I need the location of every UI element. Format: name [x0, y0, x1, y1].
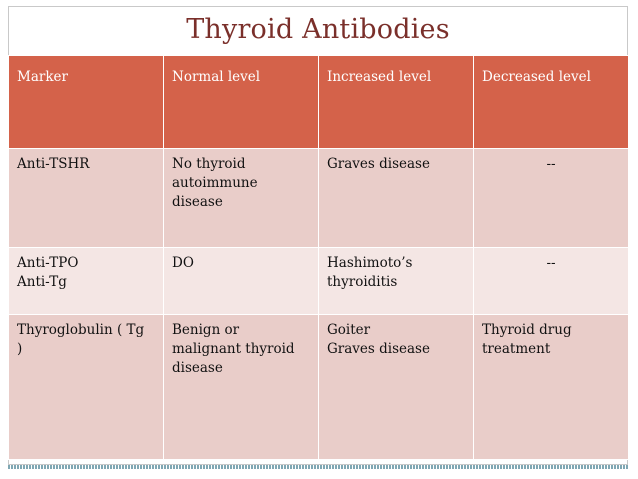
- cell-text: --: [546, 156, 556, 172]
- cell-decreased: [474, 248, 629, 315]
- cell-decreased: [474, 315, 629, 460]
- cell-text: Graves disease: [327, 156, 430, 172]
- cell-text: treatment: [482, 341, 551, 357]
- cell-text: malignant thyroid: [172, 341, 295, 357]
- cell-text: ): [17, 341, 23, 357]
- cell-text: Thyroid drug: [482, 322, 572, 338]
- header-decreased-level: Decreased level: [474, 56, 629, 149]
- cell-decreased: [474, 149, 629, 248]
- antibody-table: [8, 55, 629, 460]
- cell-text: Anti-TPO: [17, 255, 79, 271]
- cell-text: Goiter: [327, 322, 371, 338]
- cell-text: thyroiditis: [327, 274, 398, 290]
- cell-text: Anti-Tg: [17, 274, 67, 290]
- header-normal-level: Normal level: [164, 56, 319, 149]
- cell-marker: [9, 149, 164, 248]
- table-header-row: [9, 56, 629, 149]
- cell-text: Anti-TSHR: [17, 156, 90, 172]
- cell-text: No thyroid: [172, 156, 246, 172]
- cell-text: Graves disease: [327, 341, 430, 357]
- cell-text: --: [546, 255, 556, 271]
- slide-title: Thyroid Antibodies: [186, 14, 450, 45]
- cell-normal: [164, 149, 319, 248]
- cell-normal: [164, 315, 319, 460]
- cell-text: autoimmune: [172, 175, 258, 191]
- cell-normal: [164, 248, 319, 315]
- table-row: [9, 248, 629, 315]
- cell-text: Hashimoto’s: [327, 255, 413, 271]
- cell-increased: [319, 315, 474, 460]
- cell-marker: [9, 315, 164, 460]
- cell-text: disease: [172, 360, 223, 376]
- table-row: [9, 315, 629, 460]
- cell-increased: [319, 149, 474, 248]
- footer-divider: [8, 465, 628, 469]
- cell-text: DO: [172, 255, 194, 271]
- cell-text: Benign or: [172, 322, 240, 338]
- header-marker: Marker: [9, 56, 164, 149]
- cell-text: Thyroglobulin ( Tg: [17, 322, 145, 338]
- header-increased-level: Increased level: [319, 56, 474, 149]
- table-row: [9, 149, 629, 248]
- cell-increased: [319, 248, 474, 315]
- cell-text: disease: [172, 194, 223, 210]
- cell-marker: [9, 248, 164, 315]
